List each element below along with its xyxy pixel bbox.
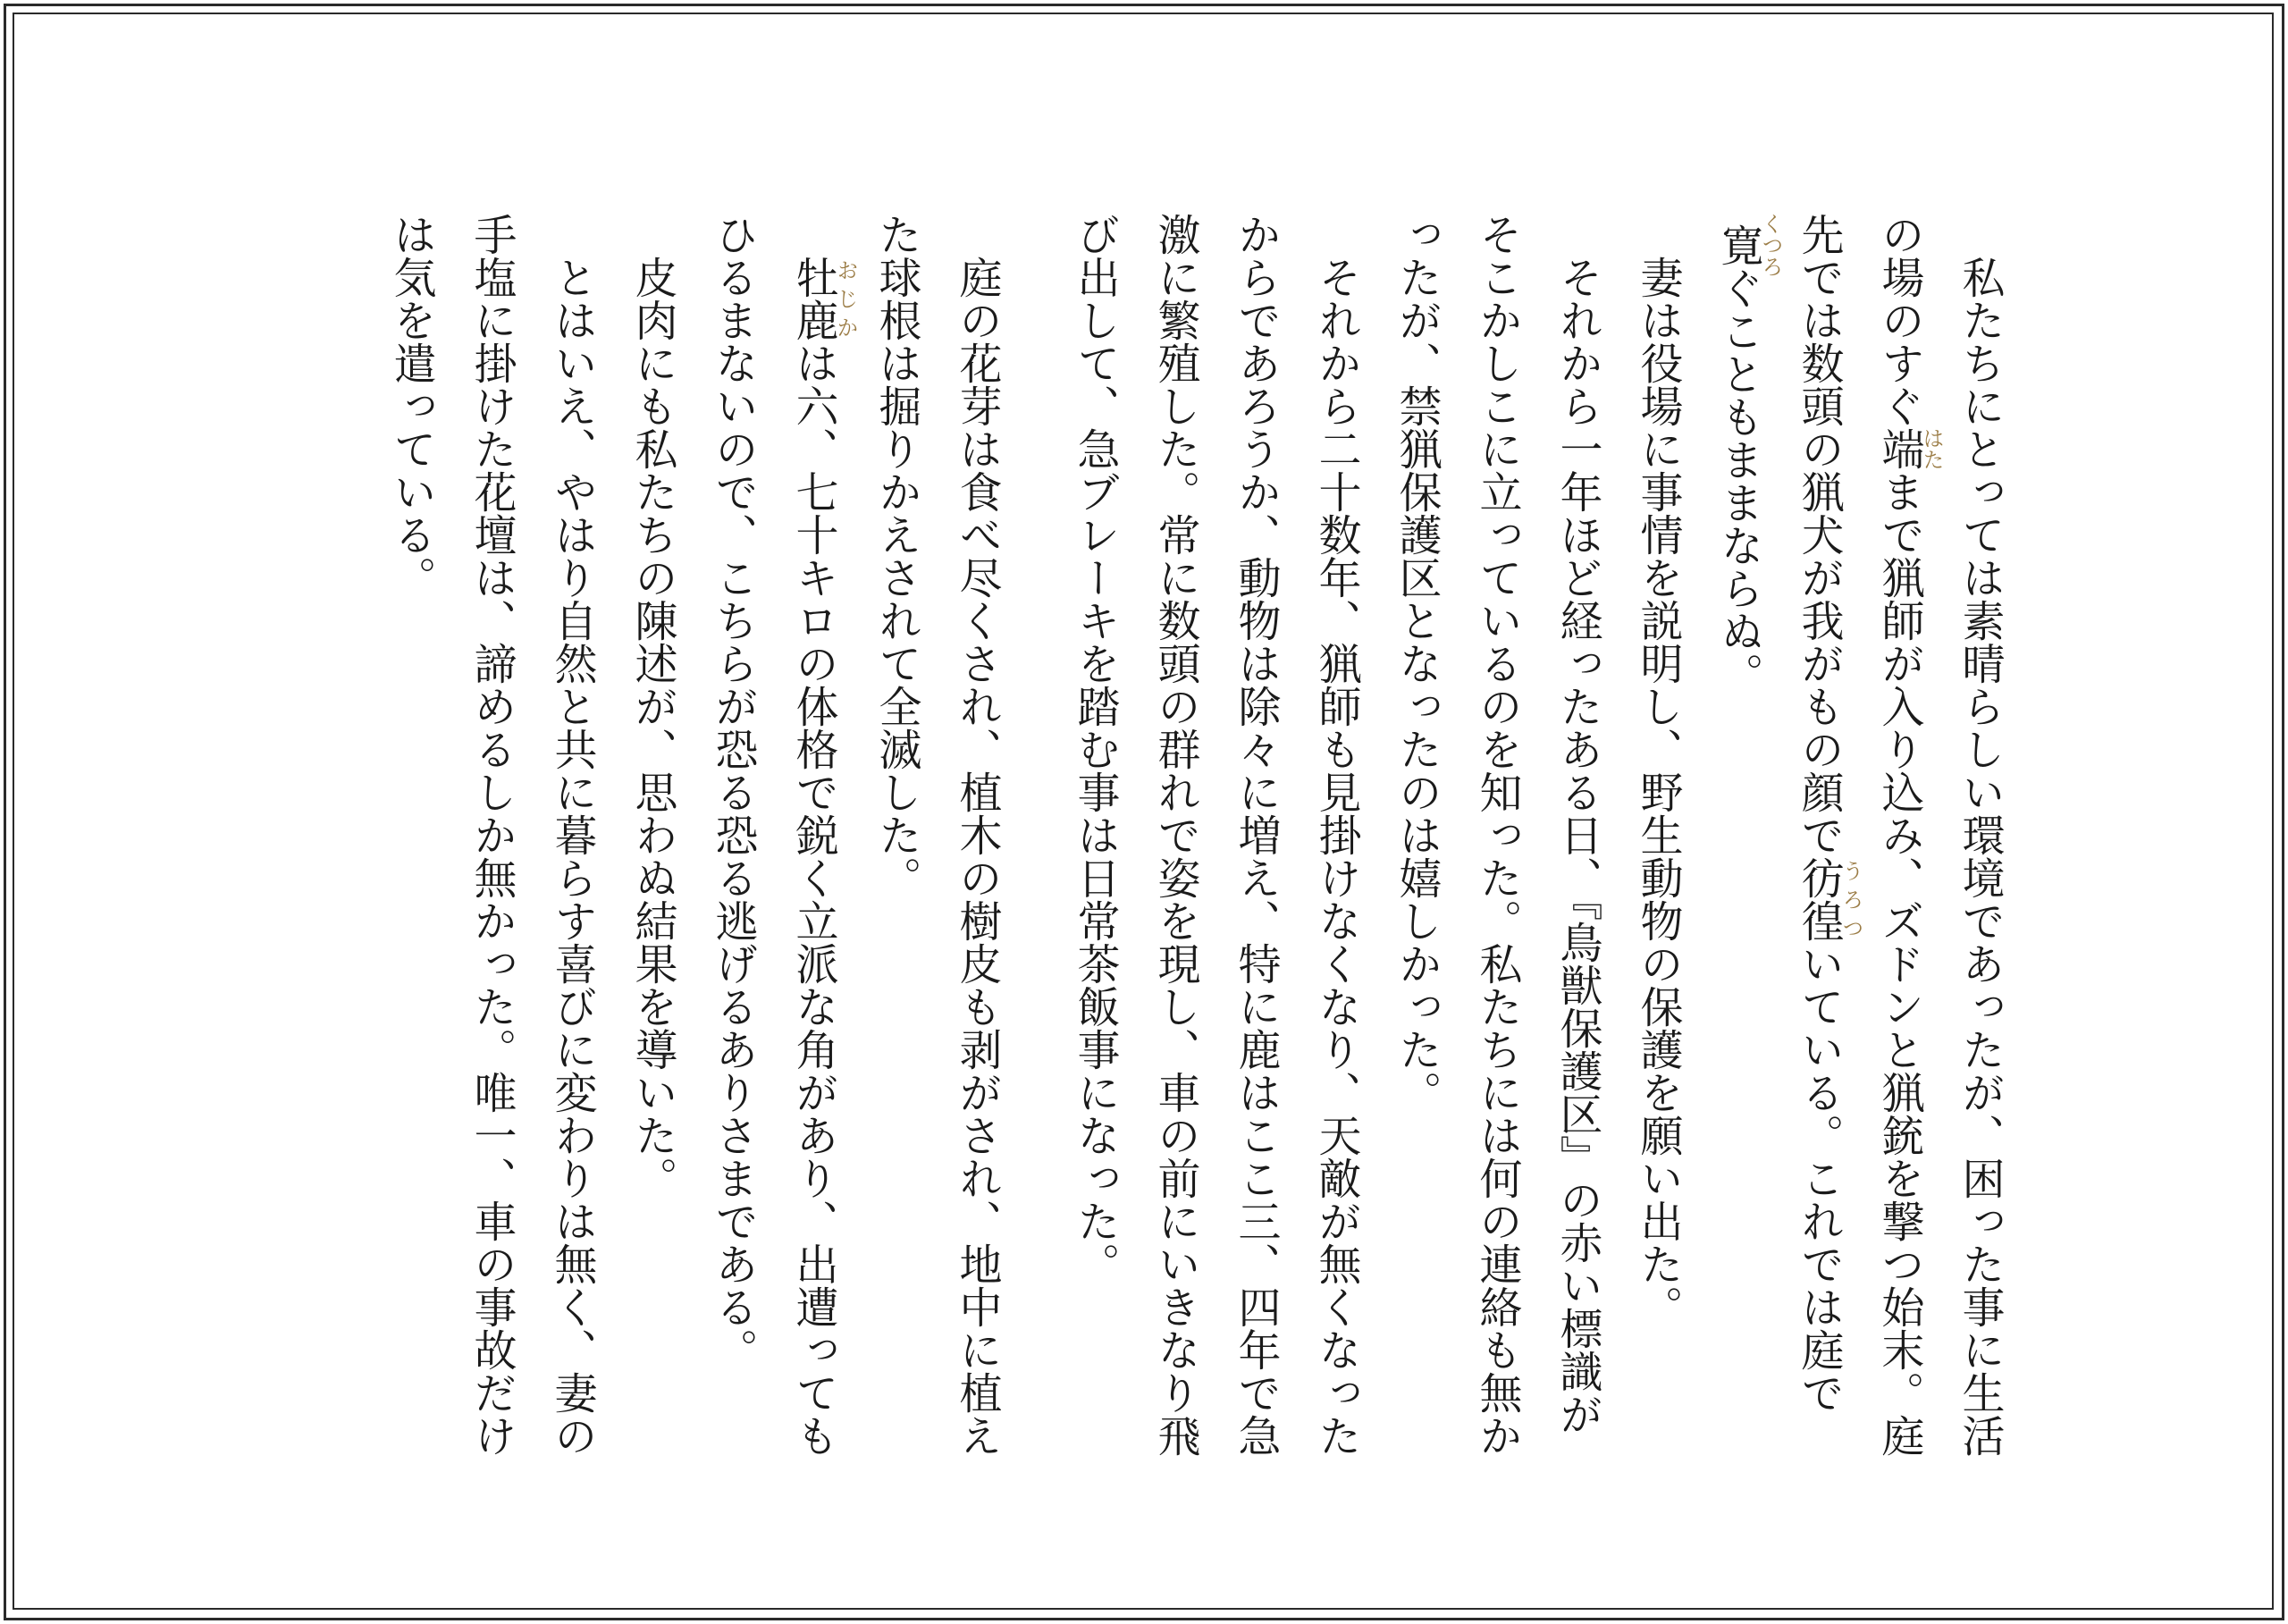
paragraph-4 [1055, 213, 1376, 1464]
ruby-urotsu: 彷徨うろつ [1794, 856, 1863, 942]
text-segment: 妻は役場に事情を説明し、野生動物の保護を願い出た。 [1633, 213, 1683, 1328]
text-segment: とはいえ、やはり自然と共に暮らす喜びに変わりは無く、妻の手塩に掛けた花壇は、諦めるしか無かった。唯一、車の事故だけは気を遣っている。 [386, 213, 597, 1457]
paragraph-6 [693, 213, 856, 1464]
text-segment: いている。これでは庭で [1794, 942, 1844, 1414]
paragraph-1 [1698, 213, 2020, 1464]
text-segment: それから一年ほど経ったある日、『鳥獣保護区』の赤い標識がそこかしこに立っているのを知った。私たちには何の連絡も無かったが、禁猟保護区となったのは嬉しかった。 [1392, 213, 1602, 1457]
text-segment [788, 213, 838, 256]
text-segment: 庭の花芽は食べ尽くされ、植木の樹皮も剥がされ、地中に植えた球根は掘りかえされて全滅した。 [871, 213, 1002, 1457]
text-segment: は六、七十キロの体格で鋭く立派な角があり、出遭ってもひるまないので、こちらが恐る恐る逃げるありさまである。 [708, 213, 838, 1457]
text-segment: 私たちにとっては素晴らしい環境であったが、困った事に生活の場のすぐ [1874, 213, 2005, 1457]
paragraph-3 [1376, 213, 1618, 1464]
text-segment: 皮肉にも私たちの陳述が、思わぬ結果を導いた。 [627, 213, 677, 1199]
ruby-ojika: 牡鹿おじか [788, 256, 858, 341]
paragraph-gap [1017, 213, 1055, 1464]
vertical-text-body [371, 213, 2020, 1464]
paragraph-7 [612, 213, 693, 1464]
paragraph-2 [1618, 213, 1698, 1464]
paragraph-8 [371, 213, 612, 1464]
text-segment: それから二十数年、猟師も見掛けなくなり、天敵が無くなったからであろうか、動物は除々に増え、特に鹿はここ三、四年で急激に繁殖した。常に数頭の群れで姿を現し、車の前にいきなり飛び出して、急ブレーキを踏む事は日常茶飯事になった。 [1070, 213, 1361, 1457]
ruby-hata: 端はた [1874, 427, 1944, 470]
ruby-kutsuro: 寛くつろ [1713, 213, 1783, 277]
paragraph-5 [856, 213, 1017, 1464]
text-segment: まで猟師が入り込み、ズドンと猟銃を撃つ始末。庭先では数頭の猟犬が我がもの顔で [1794, 213, 1924, 1457]
text-segment: ぐこともままならぬ。 [1713, 266, 1763, 695]
